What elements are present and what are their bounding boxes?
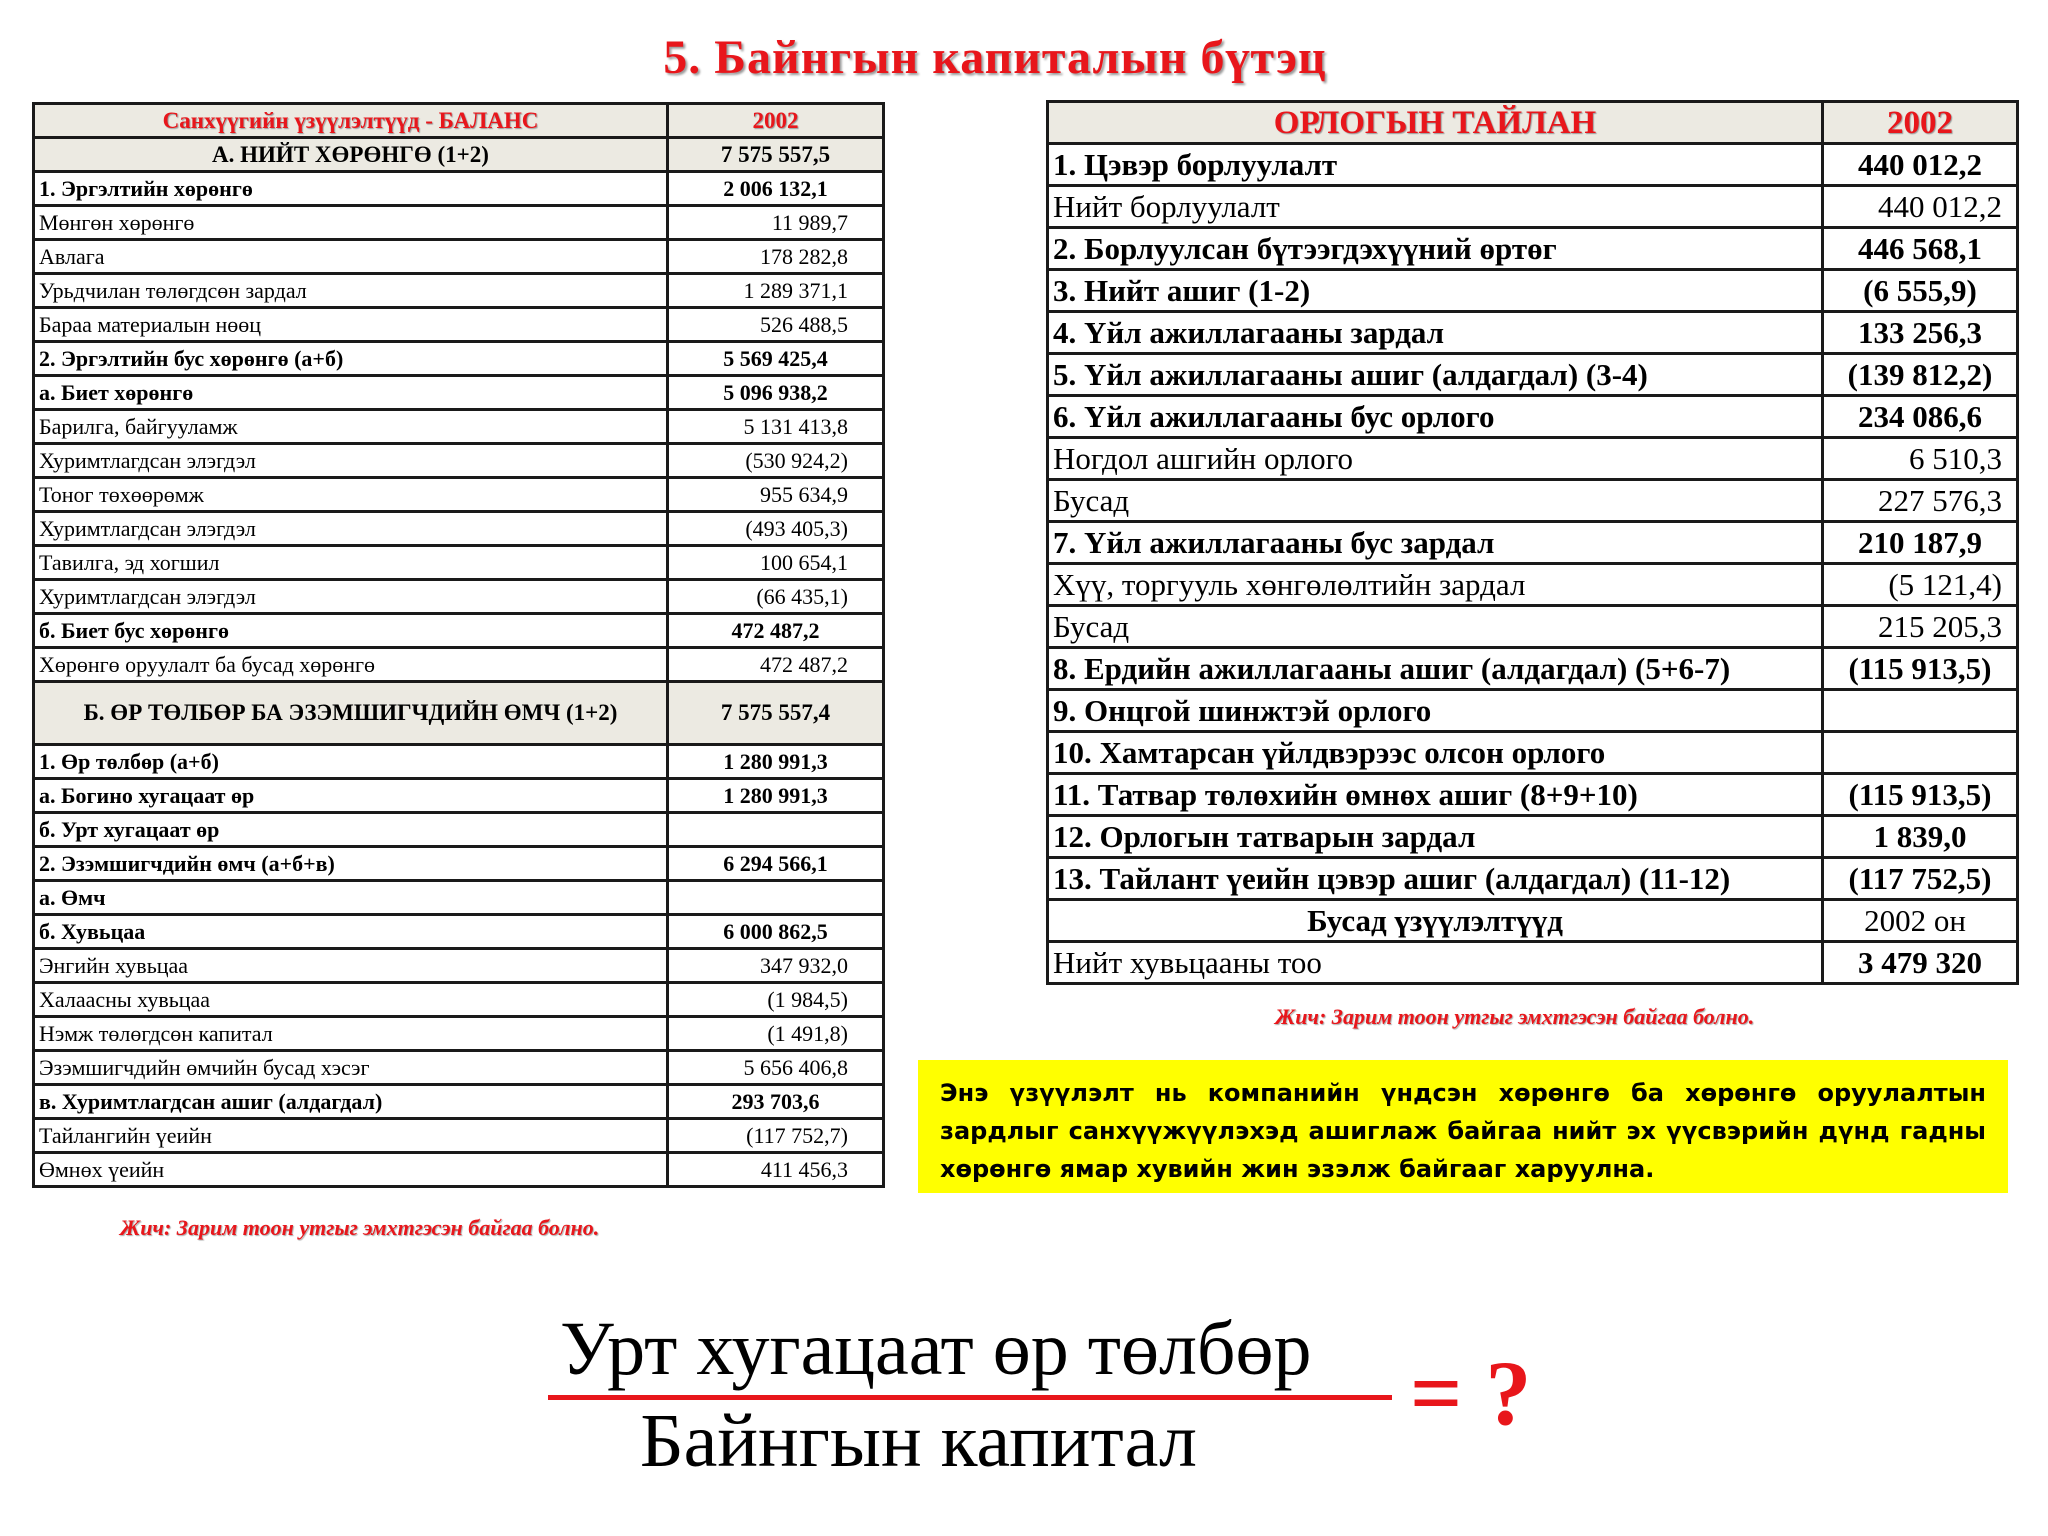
balance-row-label: б. Урт хугацаат өр <box>34 813 668 847</box>
balance-row-label: 2. Эзэмшигчдийн өмч (а+б+в) <box>34 847 668 881</box>
income-row-value: (139 812,2) <box>1823 354 2018 396</box>
balance-row <box>34 308 884 342</box>
balance-row-label: Хөрөнгө оруулалт ба бусад хөрөнгө <box>34 648 668 682</box>
income-row <box>1048 648 2018 690</box>
income-row <box>1048 564 2018 606</box>
formula-denominator: Байнгын капитал <box>640 1399 1197 1483</box>
balance-row-label: Барилга, байгууламж <box>34 410 668 444</box>
balance-header-row <box>34 104 884 138</box>
balance-sheet-table <box>32 102 885 1188</box>
income-row <box>1048 480 2018 522</box>
income-row-value: 234 086,6 <box>1823 396 2018 438</box>
income-row <box>1048 312 2018 354</box>
income-row <box>1048 396 2018 438</box>
income-row-label: 7. Үйл ажиллагааны бус зардал <box>1048 522 1823 564</box>
income-row-label: 2. Борлуулсан бүтээгдэхүүний өртөг <box>1048 228 1823 270</box>
balance-row-value: 955 634,9 <box>668 478 884 512</box>
income-row-label: 4. Үйл ажиллагааны зардал <box>1048 312 1823 354</box>
income-row <box>1048 228 2018 270</box>
balance-row <box>34 682 884 745</box>
balance-row-value: 5 569 425,4 <box>668 342 884 376</box>
income-row-value: 3 479 320 <box>1823 942 2018 984</box>
income-row-label: 1. Цэвэр борлуулалт <box>1048 144 1823 186</box>
income-header-row <box>1048 102 2018 144</box>
balance-header-label: Санхүүгийн үзүүлэлтүүд - БАЛАНС <box>34 104 668 138</box>
income-row-label: 9. Онцгой шинжтэй орлого <box>1048 690 1823 732</box>
balance-row <box>34 172 884 206</box>
formula-equals: = ? <box>1410 1342 1532 1444</box>
balance-row <box>34 779 884 813</box>
balance-row <box>34 138 884 172</box>
income-row-label: 12. Орлогын татварын зардал <box>1048 816 1823 858</box>
balance-row-value: 5 131 413,8 <box>668 410 884 444</box>
balance-row-label: Хуримтлагдсан элэгдэл <box>34 444 668 478</box>
balance-row-value: 6 000 862,5 <box>668 915 884 949</box>
balance-row <box>34 376 884 410</box>
balance-row <box>34 580 884 614</box>
balance-row-value: 5 096 938,2 <box>668 376 884 410</box>
income-row-label: Бусад <box>1048 480 1823 522</box>
balance-row <box>34 1017 884 1051</box>
income-row-value: 1 839,0 <box>1823 816 2018 858</box>
income-row-value: 133 256,3 <box>1823 312 2018 354</box>
balance-row-value: 526 488,5 <box>668 308 884 342</box>
balance-row-label: Эзэмшигчдийн өмчийн бусад хэсэг <box>34 1051 668 1085</box>
income-row-value: 440 012,2 <box>1823 144 2018 186</box>
income-row <box>1048 144 2018 186</box>
balance-row-label: Тавилга, эд хогшил <box>34 546 668 580</box>
balance-row-value: (1 491,8) <box>668 1017 884 1051</box>
balance-note: Жич: Зарим тоон утгыг эмхтгэсэн байгаа болно. <box>120 1215 600 1240</box>
balance-row-label: 2. Эргэлтийн бус хөрөнгө (а+б) <box>34 342 668 376</box>
balance-row <box>34 342 884 376</box>
balance-row-label: Нэмж төлөгдсөн капитал <box>34 1017 668 1051</box>
income-row-label: 3. Нийт ашиг (1-2) <box>1048 270 1823 312</box>
balance-row <box>34 478 884 512</box>
balance-row-label: Тоног төхөөрөмж <box>34 478 668 512</box>
balance-row-label: Авлага <box>34 240 668 274</box>
balance-row-label: Урьдчилан төлөгдсөн зардал <box>34 274 668 308</box>
income-row-value <box>1823 732 2018 774</box>
income-row <box>1048 186 2018 228</box>
balance-row-value: 1 280 991,3 <box>668 745 884 779</box>
income-row-value <box>1823 690 2018 732</box>
income-row <box>1048 270 2018 312</box>
income-header-label: ОРЛОГЫН ТАЙЛАН <box>1048 102 1823 144</box>
balance-row-label: а. Өмч <box>34 881 668 915</box>
income-row <box>1048 690 2018 732</box>
income-row-value: 2002 он <box>1823 900 2018 942</box>
balance-row <box>34 847 884 881</box>
balance-row-label: а. Богино хугацаат өр <box>34 779 668 813</box>
balance-row-value: 178 282,8 <box>668 240 884 274</box>
balance-row-value: 6 294 566,1 <box>668 847 884 881</box>
balance-row-value: 347 932,0 <box>668 949 884 983</box>
income-row <box>1048 942 2018 984</box>
balance-row-value: (493 405,3) <box>668 512 884 546</box>
income-row-value: (115 913,5) <box>1823 774 2018 816</box>
balance-row <box>34 410 884 444</box>
balance-row <box>34 546 884 580</box>
balance-row <box>34 240 884 274</box>
income-row-label: 10. Хамтарсан үйлдвэрээс олсон орлого <box>1048 732 1823 774</box>
income-statement-table <box>1046 100 2019 985</box>
balance-row-value: 100 654,1 <box>668 546 884 580</box>
income-row <box>1048 354 2018 396</box>
income-row-label: Бусад <box>1048 606 1823 648</box>
balance-row-label: Хуримтлагдсан элэгдэл <box>34 512 668 546</box>
income-row-label: 5. Үйл ажиллагааны ашиг (алдагдал) (3-4) <box>1048 354 1823 396</box>
balance-row-value: 472 487,2 <box>668 648 884 682</box>
balance-row-label: 1. Өр төлбөр (а+б) <box>34 745 668 779</box>
balance-row-label: Халаасны хувьцаа <box>34 983 668 1017</box>
explanation-box: Энэ үзүүлэлт нь компанийн үндсэн хөрөнгө ба хөрөнгө оруулалтын зардлыг санхүүжүүлэхэд ашиглаж байгаа нийт эх үүсвэрийн дүнд гадны хөрөнгө ямар хувийн жин эзэлж байгааг харуулна. <box>918 1060 2008 1193</box>
income-row <box>1048 858 2018 900</box>
balance-row-value: 472 487,2 <box>668 614 884 648</box>
income-note: Жич: Зарим тоон утгыг эмхтгэсэн байгаа болно. <box>1275 1004 1755 1029</box>
income-header-year: 2002 <box>1823 102 2018 144</box>
balance-row <box>34 648 884 682</box>
income-row-value: (5 121,4) <box>1823 564 2018 606</box>
balance-row-value: 7 575 557,4 <box>668 682 884 745</box>
balance-row-label: Өмнөх үеийн <box>34 1153 668 1187</box>
balance-row <box>34 1085 884 1119</box>
income-row-value: (117 752,5) <box>1823 858 2018 900</box>
balance-row-label: Мөнгөн хөрөнгө <box>34 206 668 240</box>
balance-row-value: (66 435,1) <box>668 580 884 614</box>
income-row-value: (115 913,5) <box>1823 648 2018 690</box>
balance-row <box>34 512 884 546</box>
formula-numerator: Урт хугацаат өр төлбөр <box>560 1307 1312 1391</box>
balance-row <box>34 813 884 847</box>
income-row-value: (6 555,9) <box>1823 270 2018 312</box>
income-row-label: Нийт борлуулалт <box>1048 186 1823 228</box>
income-row-value: 440 012,2 <box>1823 186 2018 228</box>
income-row-label: 8. Ердийн ажиллагааны ашиг (алдагдал) (5+6-7) <box>1048 648 1823 690</box>
balance-row-label: 1. Эргэлтийн хөрөнгө <box>34 172 668 206</box>
balance-row-value: (117 752,7) <box>668 1119 884 1153</box>
income-row-value: 215 205,3 <box>1823 606 2018 648</box>
balance-header-year: 2002 <box>668 104 884 138</box>
balance-row-value: 11 989,7 <box>668 206 884 240</box>
balance-row-label: б. Хувьцаа <box>34 915 668 949</box>
income-row-label: Ногдол ашгийн орлого <box>1048 438 1823 480</box>
page-title: 5. Байнгын капиталын бүтэц <box>663 31 1327 84</box>
balance-row <box>34 1119 884 1153</box>
balance-row <box>34 983 884 1017</box>
balance-row <box>34 614 884 648</box>
balance-row-label: Бараа материалын нөөц <box>34 308 668 342</box>
income-row-value: 210 187,9 <box>1823 522 2018 564</box>
balance-row <box>34 444 884 478</box>
balance-row-value: (1 984,5) <box>668 983 884 1017</box>
income-row-value: 227 576,3 <box>1823 480 2018 522</box>
income-row-label: 11. Татвар төлөхийн өмнөх ашиг (8+9+10) <box>1048 774 1823 816</box>
income-row <box>1048 774 2018 816</box>
balance-row-value <box>668 813 884 847</box>
balance-row-label: Энгийн хувьцаа <box>34 949 668 983</box>
balance-row-value: 411 456,3 <box>668 1153 884 1187</box>
balance-row-label: в. Хуримтлагдсан ашиг (алдагдал) <box>34 1085 668 1119</box>
balance-row-value: 1 289 371,1 <box>668 274 884 308</box>
income-row <box>1048 606 2018 648</box>
income-row-label: Нийт хувьцааны тоо <box>1048 942 1823 984</box>
balance-row <box>34 274 884 308</box>
income-row-label: Бусад үзүүлэлтүүд <box>1048 900 1823 942</box>
income-row <box>1048 816 2018 858</box>
balance-row-label: Б. ӨР ТӨЛБӨР БА ЭЗЭМШИГЧДИЙН ӨМЧ (1+2) <box>34 682 668 745</box>
income-row-label: 6. Үйл ажиллагааны бус орлого <box>1048 396 1823 438</box>
balance-row <box>34 1153 884 1187</box>
income-row-value: 446 568,1 <box>1823 228 2018 270</box>
income-row <box>1048 438 2018 480</box>
balance-row <box>34 1051 884 1085</box>
balance-row-value: 293 703,6 <box>668 1085 884 1119</box>
income-row-label: Хүү, торгууль хөнгөлөлтийн зардал <box>1048 564 1823 606</box>
balance-row-label: б. Биет бус хөрөнгө <box>34 614 668 648</box>
balance-row <box>34 206 884 240</box>
balance-row-label: А. НИЙТ ХӨРӨНГӨ (1+2) <box>34 138 668 172</box>
income-row <box>1048 522 2018 564</box>
balance-row-value: 1 280 991,3 <box>668 779 884 813</box>
balance-row-label: а. Биет хөрөнгө <box>34 376 668 410</box>
income-row <box>1048 900 2018 942</box>
balance-row-value: 7 575 557,5 <box>668 138 884 172</box>
income-row <box>1048 732 2018 774</box>
balance-row <box>34 949 884 983</box>
income-row-value: 6 510,3 <box>1823 438 2018 480</box>
balance-row <box>34 915 884 949</box>
balance-row <box>34 881 884 915</box>
balance-row-value: (530 924,2) <box>668 444 884 478</box>
income-row-label: 13. Тайлант үеийн цэвэр ашиг (алдагдал) (11-12) <box>1048 858 1823 900</box>
balance-row-value <box>668 881 884 915</box>
balance-row <box>34 745 884 779</box>
balance-row-value: 5 656 406,8 <box>668 1051 884 1085</box>
balance-row-label: Хуримтлагдсан элэгдэл <box>34 580 668 614</box>
balance-row-label: Тайлангийн үеийн <box>34 1119 668 1153</box>
balance-row-value: 2 006 132,1 <box>668 172 884 206</box>
